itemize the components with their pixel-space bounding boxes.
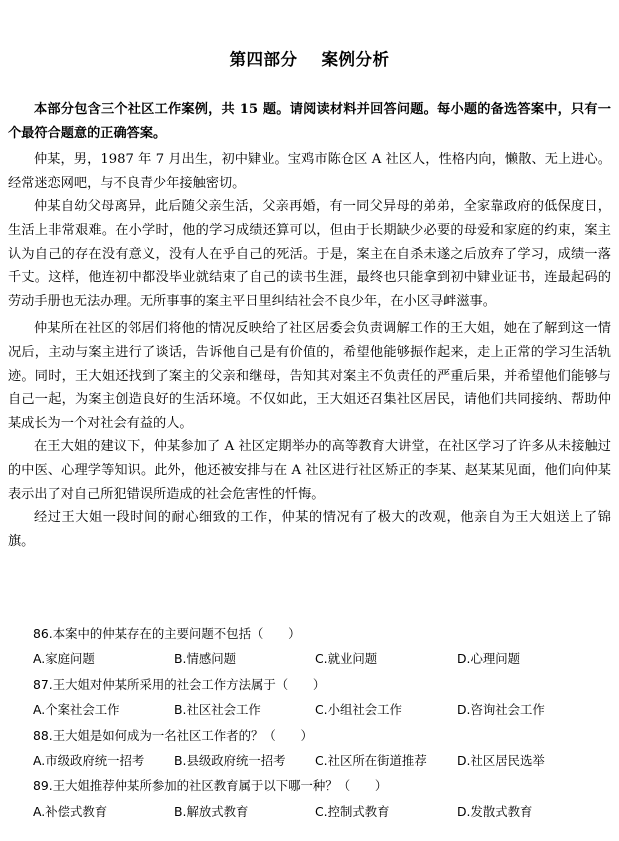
question-stem: 86.本案中的仲某存在的主要问题不包括（ ）: [33, 626, 301, 641]
option-row: [33, 697, 611, 722]
option-c: C.社区所在街道推荐: [315, 753, 427, 769]
case-paragraph-5: 经过王大姐一段时间的耐心细致的工作，仲某的情况有了极大的改观，他亲自为王大姐送上了锦旗。: [8, 510, 611, 549]
question-stem: 87.王大姐对仲某所采用的社会工作方法属于（ ）: [33, 676, 326, 692]
option-row: [33, 646, 611, 671]
question-list: [33, 621, 611, 824]
option-b: B.解放式教育: [174, 803, 249, 819]
question-89: [33, 773, 611, 824]
option-b: B.情感问题: [174, 651, 237, 667]
option-c: C.小组社会工作: [315, 702, 402, 718]
option-d: D.咨询社会工作: [457, 702, 545, 718]
case-material: [8, 98, 611, 553]
section-title: [0, 46, 619, 70]
option-c: C.就业问题: [315, 651, 378, 667]
case-paragraph-4: 在王大姐的建议下，仲某参加了 A 社区定期举办的高等教育大讲堂，在社区学习了许多从未接触过的中医、心理学等知识。此外，他还被安排与在 A 社区进行社区矫正的李某、赵某某见面，他们向仲某表示出了对自己所犯错误所造成的社会危害性的忏悔。: [8, 439, 611, 502]
option-d: D.心理问题: [457, 651, 521, 667]
option-c: C.控制式教育: [315, 803, 390, 819]
option-a: A.个案社会工作: [33, 702, 120, 718]
option-row: [33, 748, 611, 773]
case-paragraph-2: 仲某自幼父母离异，此后随父亲生活，父亲再婚，有一同父异母的弟弟，全家靠政府的低保度日，生活上非常艰难。在小学时，他的学习成绩还算可以，但由于长期缺少必要的母爱和家庭的约束，案主认为自己的存在没有意义，没有人在乎自己的死活。于是，案主在自杀未遂之后放弃了学习，成绩一落千丈。这样，他连初中都没毕业就结束了自己的读书生涯，最终也只能拿到初中肄业证书，连最起码的劳动手册也无法办理。无所事事的案主平日里纠结社会不良少年，在小区寻衅滋事。: [8, 199, 611, 309]
option-row: [33, 799, 611, 824]
section-name: 案例分析: [321, 50, 390, 69]
instructions-paragraph: 本部分包含三个社区工作案例，共 15 题。请阅读材料并回答问题。每小题的备选答案中，只有一个最符合题意的正确答案。: [8, 102, 611, 141]
question-stem: 89.王大姐推荐仲某所参加的社区教育属于以下哪一种？（ ）: [33, 778, 388, 794]
case-paragraph-1: 仲某，男，1987 年 7 月出生，初中肄业。宝鸡市陈仓区 A 社区人，性格内向，懒散、无上进心。经常迷恋网吧，与不良青少年接触密切。: [8, 152, 611, 191]
option-d: D.发散式教育: [457, 803, 533, 819]
question-stem: 88.王大姐是如何成为一名社区工作者的？（ ）: [33, 727, 313, 743]
section-part-label: 第四部分: [229, 50, 298, 69]
question-88: [33, 723, 611, 774]
question-86: [33, 621, 611, 672]
option-b: B.县级政府统一招考: [174, 753, 286, 769]
question-87: [33, 672, 611, 723]
option-a: A.补偿式教育: [33, 803, 108, 819]
case-paragraph-3: 仲某所在社区的邻居们将他的情况反映给了社区居委会负责调解工作的王大姐，她在了解到这一情况后，主动与案主进行了谈话，告诉他自己是有价值的，希望他能够振作起来，走上正常的学习生活轨迹。同时，王大姐还找到了案主的父亲和继母，告知其对案主不负责任的严重后果，并希望他们能够与自己一起，为案主创造良好的生活环境。不仅如此，王大姐还召集社区居民，请他们共同接纳、帮助仲某成长为一个对社会有益的人。: [8, 321, 611, 431]
option-b: B.社区社会工作: [174, 702, 261, 718]
option-d: D.社区居民选举: [457, 753, 545, 769]
option-a: A.市级政府统一招考: [33, 753, 145, 769]
option-a: A.家庭问题: [33, 651, 95, 667]
